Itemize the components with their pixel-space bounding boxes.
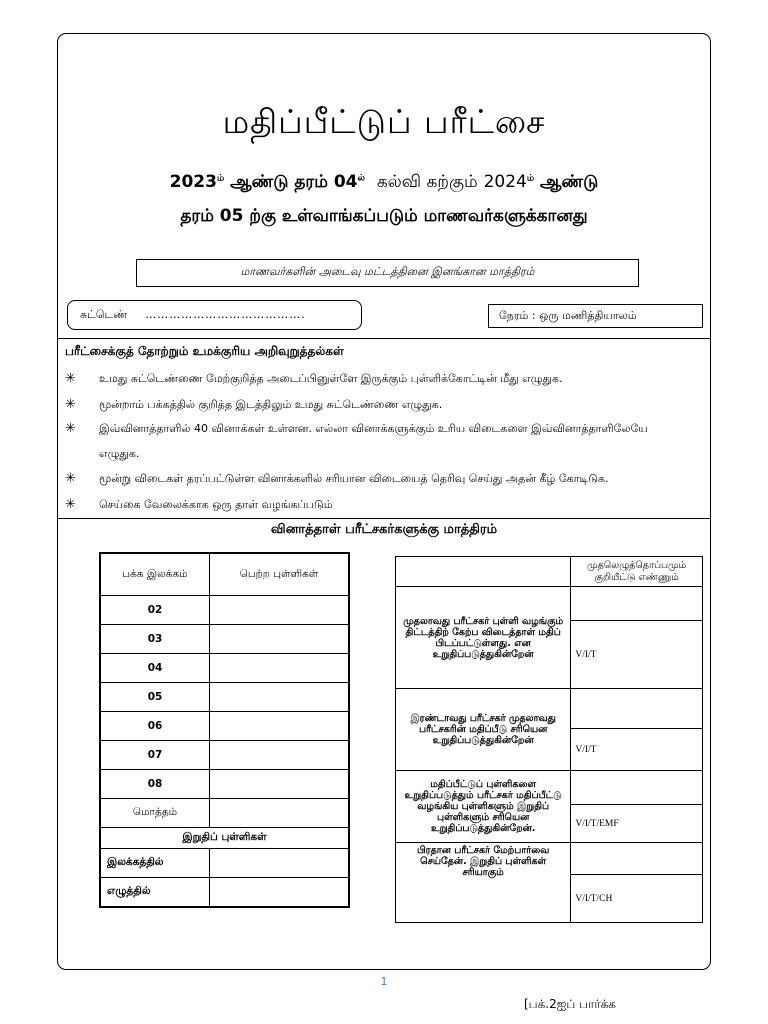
page-number: 1 — [380, 975, 388, 988]
instruction-item — [65, 397, 443, 412]
star-icon: ✳ — [65, 421, 76, 436]
sup-3: ம் — [526, 173, 535, 184]
final-marks-label: இறுதிப் புள்ளிகள் — [100, 827, 349, 848]
instruction-item — [65, 371, 563, 386]
in-words-cell[interactable] — [210, 877, 350, 907]
instruction-item — [65, 421, 648, 436]
grade-04-text: ஆண்டு தரம் 04 — [230, 172, 358, 192]
subtitle-line-2: தரம் 05 ற்கு உள்வாங்கப்படும் மாணவர்களுக்கானது — [180, 206, 588, 226]
examiner-3-text: மதிப்பீட்டுப் புள்ளிகளை உறுதிப்படுத்தும் பரீட்சகர் மதிப்பீட்டு வழங்கிய புள்ளிகளும் இறுதிப் புள்ளிகளும் சரியென உறுதிப்படுத்துகின்றேன். — [396, 771, 571, 843]
marks-cell[interactable] — [210, 595, 350, 624]
marks-cell[interactable] — [210, 740, 350, 769]
index-label: சுட்டெண் — [80, 308, 128, 321]
instruction-text: செய்கை வேலைக்காக ஒரு தாள் வழங்கப்படும் — [99, 498, 333, 511]
examiner-2-sign[interactable] — [571, 689, 703, 729]
table-row — [100, 848, 349, 877]
star-icon: ✳ — [65, 471, 76, 486]
subtitle-line-1 — [0, 172, 768, 194]
marks-cell[interactable] — [210, 682, 350, 711]
in-digits-label: இலக்கத்தில் — [100, 848, 210, 877]
instruction-text: மூன்றாம் பக்கத்தில் குறித்த இடத்திலும் உமது சுட்டெண்ணை எழுதுக. — [99, 398, 443, 411]
star-icon: ✳ — [65, 497, 76, 512]
purpose-note: மாணவர்களின் அடைவு மட்டத்தினை இனங்கான மாத்திரம் — [136, 259, 639, 287]
chief-examiner-sign[interactable] — [571, 843, 703, 875]
empty-header — [396, 557, 571, 587]
instruction-item — [65, 497, 333, 512]
examiner-2-text: இரண்டாவது பரீட்சகர் முதலாவது பரீட்சகரின் மதிப்பீடு சரியென உறுதிப்படுத்துகின்றேன் — [396, 689, 571, 771]
table-row — [100, 711, 349, 740]
examiners-only-title: வினாத்தாள் பரீட்சகர்களுக்கு மாத்திரம் — [270, 522, 498, 537]
instruction-text: இவ்வினாத்தாளில் 40 வினாக்கள் உள்ளன. எல்லா வினாக்களுக்கும் உரிய விடைகளை இவ்வினாத்தாளிலேயே — [99, 422, 648, 435]
in-words-label: எழுத்தில் — [100, 877, 210, 907]
chief-examiner-code: V/I/T/CH — [571, 875, 703, 923]
total-cell[interactable] — [210, 798, 350, 827]
instruction-continuation: எழுதுக. — [99, 447, 140, 460]
examiner-1-sign[interactable] — [571, 587, 703, 621]
divider-top — [57, 338, 711, 339]
initials-header: முதலெழுத்தொப்பமும் குறியீட்டு எண்ணும் — [571, 557, 703, 587]
marks-cell[interactable] — [210, 769, 350, 798]
sup-2: ல் — [357, 173, 365, 184]
page-cell: 06 — [100, 711, 210, 740]
examiner-table — [395, 556, 703, 923]
page-cell: 05 — [100, 682, 210, 711]
time-box: நேரம் : ஒரு மணித்தியாலம் — [488, 304, 703, 328]
marks-cell[interactable] — [210, 624, 350, 653]
table-row — [100, 798, 349, 827]
marks-cell[interactable] — [210, 711, 350, 740]
examiner-3-sign[interactable] — [571, 771, 703, 805]
instructions-title: பரீட்சைக்குத் தோற்றும் உமக்குரிய அறிவுறுத்தல்கள் — [65, 344, 344, 358]
page-cell: 02 — [100, 595, 210, 624]
examiner-3-code: V/I/T/EMF — [571, 805, 703, 843]
examiner-1-code: V/I/T — [571, 621, 703, 689]
chief-examiner-text: பிரதான பரீட்சகர் மேற்பார்வை செய்தேன். இறுதிப் புள்ளிகள் சரியாகும் — [396, 843, 571, 923]
star-icon: ✳ — [65, 397, 76, 412]
instruction-text: உமது சுட்டெண்ணை மேற்குறித்த அடைப்பினுள்ளே இருக்கும் புள்ளிக்கோட்டின் மீது எழுதுக. — [99, 372, 563, 385]
instruction-item — [65, 471, 609, 486]
col-page-number: பக்க இலக்கம் — [100, 553, 210, 595]
star-icon: ✳ — [65, 371, 76, 386]
page-cell: 08 — [100, 769, 210, 798]
page-cell: 04 — [100, 653, 210, 682]
index-dots[interactable]: …………………………………. — [145, 308, 306, 321]
table-row — [100, 624, 349, 653]
see-next-page: [பக்.2ஐப் பார்க்க — [524, 997, 616, 1011]
examiner-2-code: V/I/T — [571, 729, 703, 771]
studying-text: கல்வி கற்கும் — [376, 172, 478, 192]
index-number-box[interactable] — [67, 300, 362, 330]
sup-1: ம் — [216, 173, 225, 184]
table-row — [100, 740, 349, 769]
page-cell: 07 — [100, 740, 210, 769]
year-2024: 2024 — [483, 172, 527, 192]
year-2023: 2023 — [169, 172, 217, 192]
total-label: மொத்தம் — [100, 798, 210, 827]
table-row — [100, 682, 349, 711]
page-title: மதிப்பீட்டுப் பரீட்சை — [222, 102, 546, 141]
col-marks-obtained: பெற்ற புள்ளிகள் — [210, 553, 350, 595]
page-cell: 03 — [100, 624, 210, 653]
year-word: ஆண்டு — [540, 172, 599, 192]
marks-table — [99, 552, 350, 908]
instruction-text: மூன்று விடைகள் தரப்பட்டுள்ள வினாக்களில் சரியான விடையைத் தெரிவு செய்து அதன் கீழ் கோடிடுக. — [99, 472, 609, 485]
examiner-1-text: முதலாவது பரீட்சகர் புள்ளி வழங்கும் திட்டத்திற் கேற்ப விடைத்தாள் மதிப் பிடப்பட்டுள்ளது. என உறுதிப்படுத்துகின்றேன் — [396, 587, 571, 689]
marks-cell[interactable] — [210, 653, 350, 682]
table-row — [100, 595, 349, 624]
in-digits-cell[interactable] — [210, 848, 350, 877]
table-row — [100, 769, 349, 798]
divider-mid — [57, 518, 711, 519]
table-row — [100, 877, 349, 907]
table-row — [100, 653, 349, 682]
